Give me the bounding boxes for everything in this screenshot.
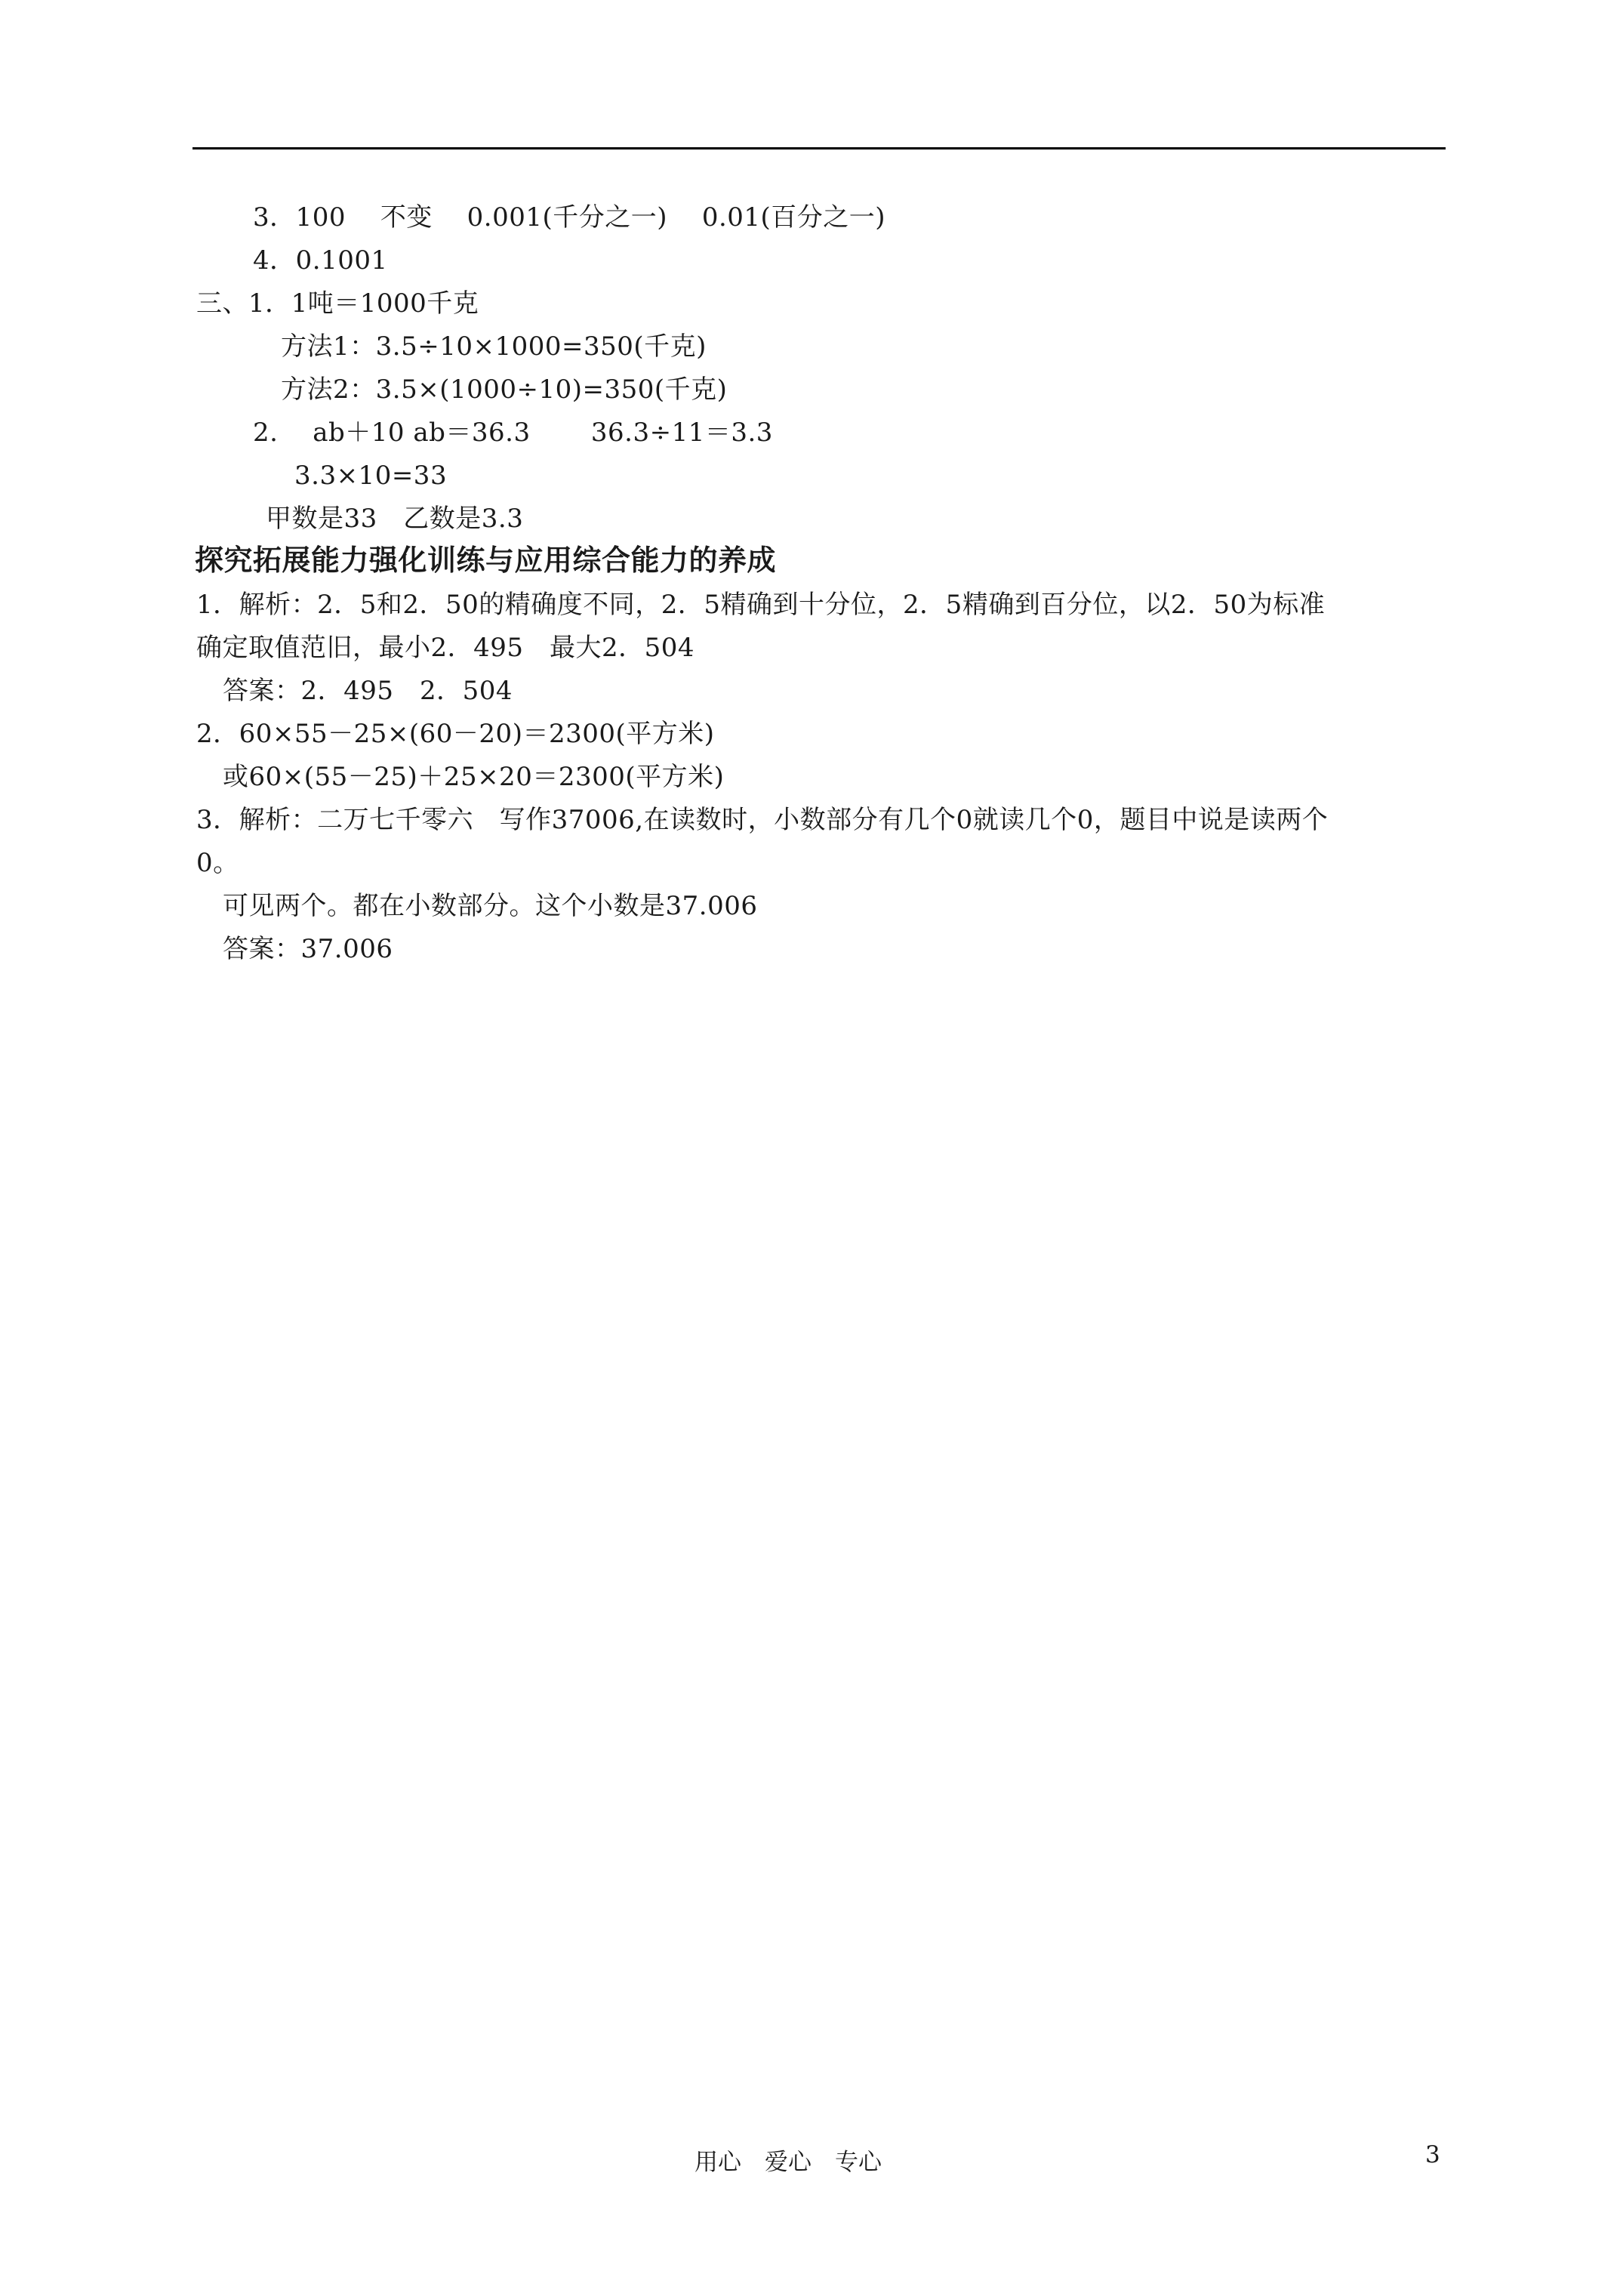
answer-line-3: 3．100 不变 0.001(千分之一) 0.01(百分之一) [253,202,886,233]
footer-text: 用心 爱心 专心 [694,2149,882,2176]
problem-2-line-2: 或60×(55－25)＋25×20＝2300(平方米) [223,762,725,792]
header-rule [192,147,1446,149]
analysis-1-line-2: 确定取值范旧，最小2．495 最大2．504 [196,633,695,663]
method-2-line: 方法2：3.5×(1000÷10)=350(千克) [281,374,728,405]
answer-1-line: 答案：2．495 2．504 [223,676,513,706]
answer-line-4: 4．0.1001 [253,245,388,276]
answer-3-line: 答案：37.006 [223,934,393,964]
method-1-line: 方法1：3.5÷10×1000=350(千克) [281,331,707,362]
analysis-3-line-1: 3．解析：二万七千零六 写作37006,在读数时，小数部分有几个0就读几个0，题目中说是读两个 [196,805,1329,835]
problem-2-line-1: 2．60×55－25×(60－20)＝2300(平方米) [196,719,715,749]
page-number: 3 [1425,2141,1440,2168]
section-heading: 探究拓展能力强化训练与应用综合能力的养成 [195,544,777,577]
section-three-item-1: 三、1．1吨＝1000千克 [196,288,479,319]
calculation-line: 3.3×10=33 [294,461,448,491]
analysis-3-line-2: 0。 [196,848,239,878]
analysis-1-line-1: 1．解析：2．5和2．50的精确度不同，2．5精确到十分位，2．5精确到百分位，以2．50为标准 [196,590,1326,620]
section-three-item-2: 2. ab＋10 ab＝36.3 36.3÷11＝3.3 [253,418,773,448]
analysis-3-line-3: 可见两个。都在小数部分。这个小数是37.006 [223,891,758,921]
result-line: 甲数是33 乙数是3.3 [266,504,524,534]
